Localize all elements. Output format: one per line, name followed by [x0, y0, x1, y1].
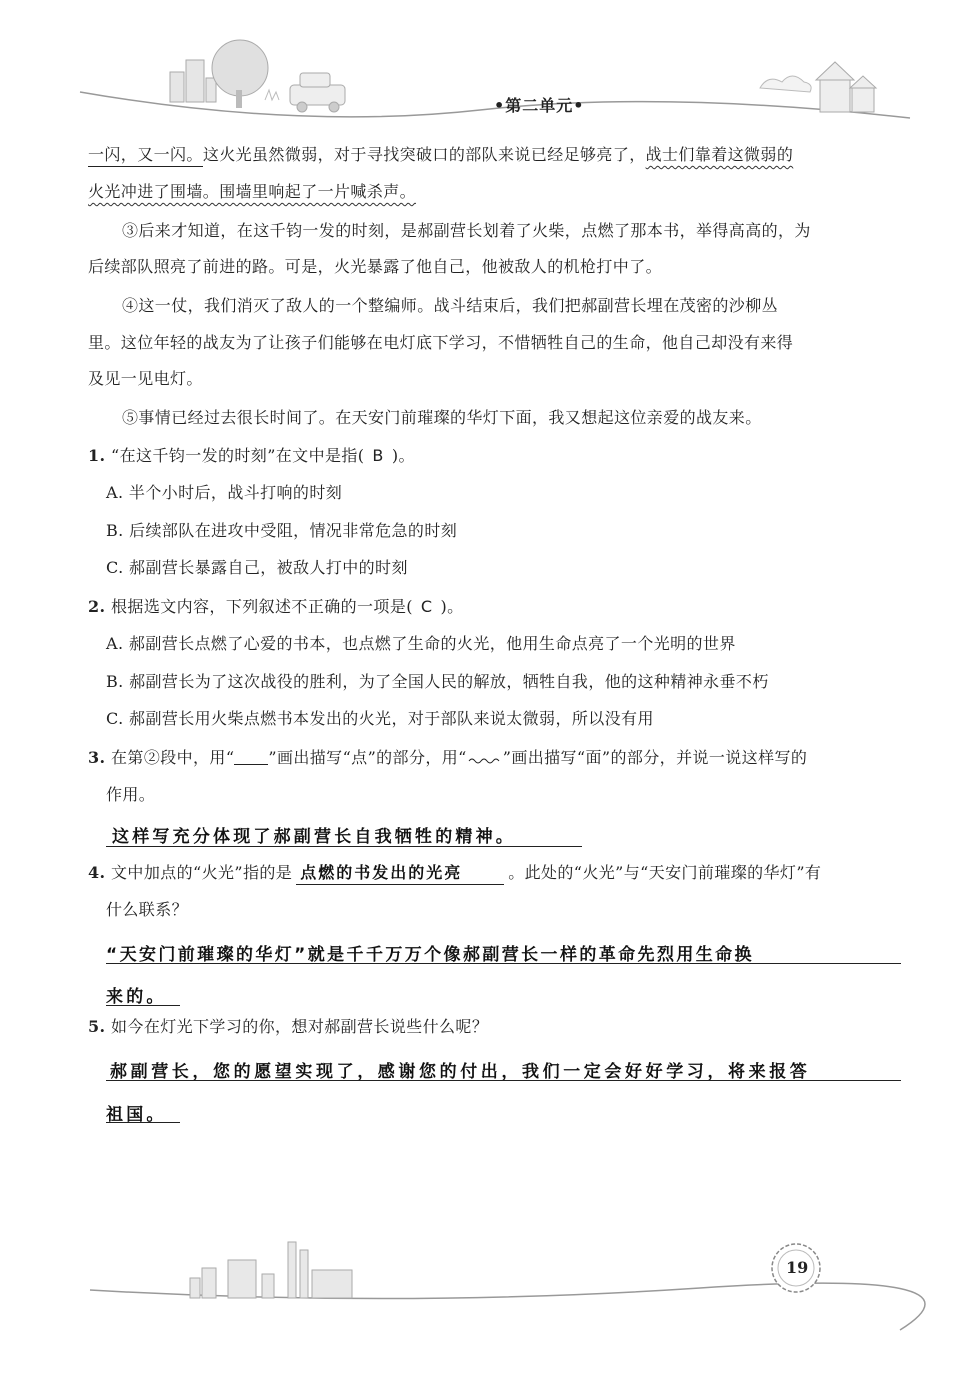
question-3-answer: 这样写充分体现了郝副营长自我牺牲的精神。	[112, 827, 516, 847]
answer-underline	[106, 1122, 180, 1123]
straight-line-sample	[234, 764, 268, 765]
paragraph-4-line-2: 里。这位年轻的战友为了让孩子们能够在电灯底下学习，不惜牺牲自己的生命，他自己却没有来得	[88, 333, 794, 352]
cloud-icon	[760, 76, 811, 92]
question-text: 如今在灯光下学习的你，想对郝副营长说些什么呢？	[111, 1017, 489, 1036]
question-1-option-a: A. 半个小时后，战斗打响的时刻	[106, 483, 343, 502]
paragraph-5-line-1: ⑤事情已经过去很长时间了。在天安门前璀璨的华灯下面，我又想起这位亲爱的战友来。	[122, 408, 762, 427]
question-1-stem	[88, 445, 415, 467]
passage-underlined-text: 一闪，又一闪。	[88, 145, 203, 167]
passage-text: 这火光虽然微弱，对于寻找突破口的部队来说已经足够亮了，	[202, 145, 646, 164]
question-5-answer-line-2: 祖国。	[106, 1105, 167, 1125]
passage-line	[88, 144, 793, 166]
question-text: 根据选文内容，下列叙述不正确的一项是(	[111, 597, 413, 616]
answer-underline	[106, 846, 582, 847]
question-4-answer-line-2: 来的。	[106, 987, 167, 1007]
question-number: 2.	[88, 597, 106, 616]
passage-wavy-text: 火光冲进了围墙。围墙里响起了一片喊杀声。	[88, 182, 417, 201]
question-number: 4.	[88, 863, 106, 882]
question-text: )。	[440, 597, 464, 616]
house-icon	[816, 62, 876, 112]
question-1-option-c: C. 郝副营长暴露自己，被敌人打中的时刻	[106, 558, 408, 577]
car-icon	[290, 73, 345, 112]
question-number: 5.	[88, 1017, 106, 1036]
answer-underline	[106, 963, 901, 964]
question-text: )。	[391, 446, 415, 465]
question-2-option-a: A. 郝副营长点燃了心爱的书本，也点燃了生命的火光，他用生命点亮了一个光明的世界	[106, 634, 736, 653]
question-4-answer-line-1: “天安门前璀璨的华灯”就是千千万万个像郝副营长一样的革命先烈用生命换	[106, 945, 754, 965]
question-4-stem-line-2: 什么联系？	[106, 900, 189, 919]
header-illustration	[0, 0, 979, 140]
passage-line	[88, 181, 416, 203]
question-3-stem-line-2: 作用。	[106, 785, 156, 804]
question-4-stem	[88, 862, 821, 885]
question-text: 。此处的“火光”与“天安门前璀璨的华灯”有	[508, 863, 822, 882]
question-text: 文中加点的“火光”指的是	[111, 863, 293, 882]
question-2-option-b: B. 郝副营长为了这次战役的胜利，为了全国人民的解放，牺牲自我，他的这种精神永垂不朽	[106, 672, 769, 691]
page-number: 19	[786, 1258, 809, 1277]
footer-illustration	[0, 1230, 979, 1340]
question-2-answer: C	[420, 597, 433, 616]
question-2-stem	[88, 596, 463, 618]
question-3-stem	[88, 747, 807, 769]
paragraph-3-line-1: ③后来才知道，在这千钧一发的时刻，是郝副营长划着了火柴，点燃了那本书，举得高高的，为	[122, 221, 811, 240]
paragraph-4-line-3: 及见一见电灯。	[88, 369, 203, 388]
question-5-answer-line-1: 郝副营长，您的愿望实现了，感谢您的付出，我们一定会好好学习，将来报答	[110, 1062, 811, 1082]
question-number: 1.	[88, 446, 106, 465]
passage-wavy-text: 战士们靠着这微弱的	[645, 145, 794, 164]
question-text: 在第②段中，用“	[111, 748, 235, 767]
tree-icon	[212, 40, 268, 108]
question-4-blank-answer: 点燃的书发出的光亮	[296, 862, 504, 885]
question-5-stem	[88, 1016, 488, 1038]
paragraph-3-line-2: 后续部队照亮了前进的路。可是，火光暴露了他自己，他被敌人的机枪打中了。	[88, 257, 663, 276]
question-text: ”画出描写“点”的部分，用“	[268, 748, 467, 767]
wavy-line-sample	[467, 756, 503, 766]
answer-underline	[106, 1080, 901, 1081]
question-text: “在这千钧一发的时刻”在文中是指(	[111, 446, 365, 465]
question-1-answer: B	[372, 446, 384, 465]
unit-title: •第二单元•	[494, 96, 585, 115]
answer-underline	[106, 1005, 180, 1006]
question-number: 3.	[88, 748, 106, 767]
paragraph-4-line-1: ④这一仗，我们消灭了敌人的一个整编师。战斗结束后，我们把郝副营长埋在茂密的沙柳丛	[122, 296, 779, 315]
question-2-option-c: C. 郝副营长用火柴点燃书本发出的火光，对于部队来说太微弱，所以没有用	[106, 709, 654, 728]
question-text: ”画出描写“面”的部分，并说一说这样写的	[502, 748, 808, 767]
question-1-option-b: B. 后续部队在进攻中受阻，情况非常危急的时刻	[106, 521, 458, 540]
